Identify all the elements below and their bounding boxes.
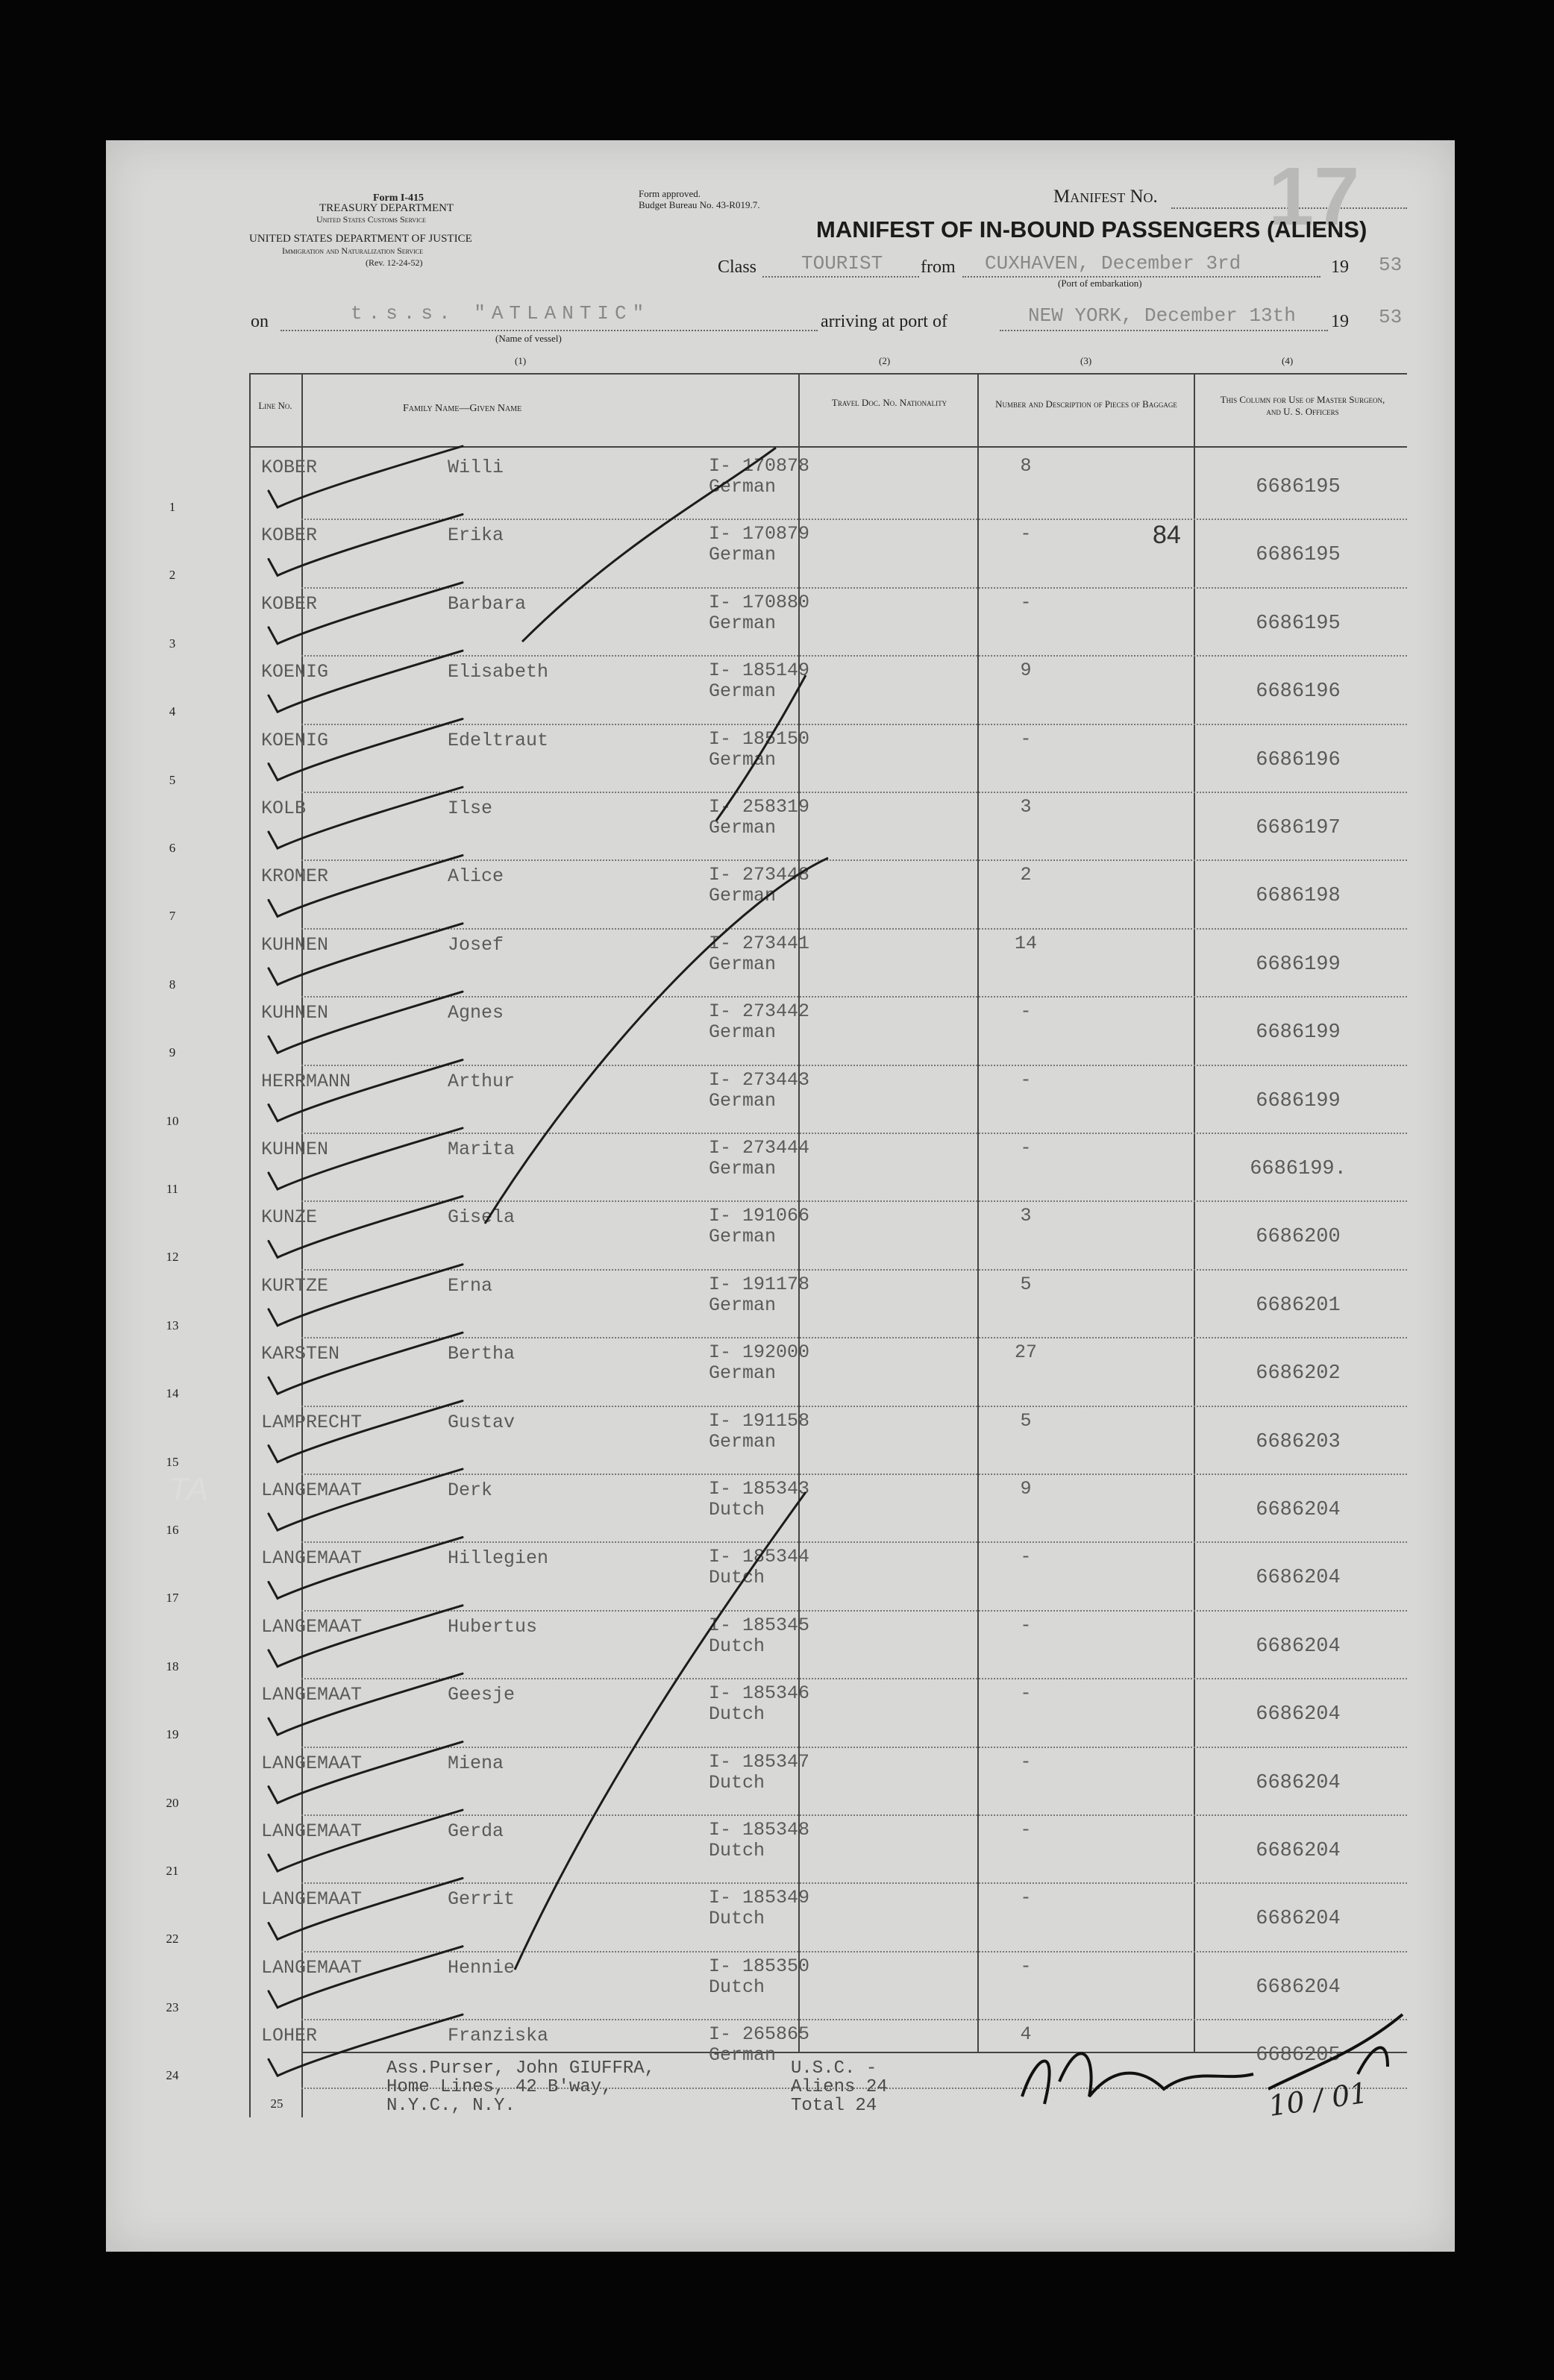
- officer-number: 6686204: [1256, 1703, 1341, 1726]
- family-name: KOLB: [261, 798, 307, 819]
- line-number: 7: [169, 909, 176, 924]
- officer-number: 6686204: [1256, 1771, 1341, 1794]
- travel-doc-number: I- 191178: [709, 1273, 810, 1295]
- baggage-count: 5: [1020, 1409, 1032, 1432]
- line-number: 19: [166, 1727, 179, 1742]
- baggage-total-note: 84: [1153, 521, 1181, 549]
- line-number: 5: [169, 772, 176, 787]
- baggage-count: -: [1020, 1068, 1032, 1091]
- travel-doc-number: I- 273442: [709, 1000, 810, 1023]
- checkmark: [269, 1947, 463, 2008]
- nationality: Dutch: [709, 1976, 765, 1998]
- nationality: German: [709, 2044, 777, 2067]
- col-num-2: (2): [879, 355, 891, 366]
- line-number: 3: [169, 636, 176, 651]
- line-number: 16: [166, 1523, 179, 1537]
- travel-doc-number: I- 185348: [709, 1819, 810, 1841]
- header-travel-doc: Travel Doc. No. Nationality: [831, 397, 947, 408]
- travel-doc-number: I- 273444: [709, 1137, 810, 1159]
- family-name: LANGEMAAT: [261, 1956, 363, 1979]
- travel-doc-number: I- 185350: [709, 1955, 810, 1977]
- checkmark: [269, 1878, 463, 1939]
- family-name: KROMER: [261, 865, 329, 888]
- customs-service: United States Customs Service: [316, 214, 426, 225]
- arriving-label: arriving at port of: [821, 312, 947, 331]
- checkmark: [269, 924, 463, 985]
- travel-doc-number: I- 273441: [709, 932, 810, 954]
- cancel-stroke: [515, 1492, 806, 1970]
- officer-number: 6686204: [1256, 1635, 1341, 1658]
- from-label: from: [921, 257, 956, 277]
- nationality: German: [709, 953, 777, 975]
- nationality: German: [709, 612, 777, 634]
- year-prefix: 19: [1331, 257, 1349, 277]
- line-number: 10: [166, 1113, 179, 1128]
- budget-bureau: Budget Bureau No. 43-R019.7.: [639, 199, 760, 210]
- checkmark: [269, 1537, 463, 1598]
- purser-line-3: N.Y.C., N.Y.: [386, 2096, 516, 2116]
- family-name: HERRMANN: [261, 1070, 351, 1092]
- checkmark: [269, 1469, 463, 1530]
- line-number-25: 25: [270, 2096, 283, 2111]
- given-name: Erika: [448, 524, 504, 547]
- family-name: KUHNEN: [261, 1002, 329, 1024]
- travel-doc-number: I- 185349: [709, 1887, 810, 1909]
- given-name: Marita: [448, 1139, 516, 1160]
- family-name: LANGEMAAT: [261, 1752, 363, 1774]
- line-number: 20: [166, 1795, 179, 1810]
- baggage-count: 4: [1020, 2023, 1032, 2046]
- given-name: Gerrit: [448, 1888, 516, 1911]
- baggage-count: -: [1020, 1682, 1032, 1705]
- nationality: Dutch: [709, 1908, 765, 1930]
- form-number: Form I-415: [373, 192, 424, 204]
- baggage-count: -: [1020, 523, 1032, 545]
- officer-number: 6686204: [1256, 1976, 1341, 1999]
- officer-number: 6686195: [1256, 544, 1341, 567]
- form-approved: Form approved.: [639, 188, 701, 199]
- cancel-stroke: [716, 675, 806, 821]
- line-number: 13: [166, 1318, 179, 1333]
- family-name: LOHER: [261, 2025, 318, 2047]
- baggage-count: 9: [1020, 1478, 1032, 1500]
- checkmark: [269, 1060, 463, 1121]
- baggage-count: -: [1020, 1955, 1032, 1977]
- stamp-date: 10 / 01: [1266, 2076, 1370, 2123]
- checkmark: [269, 787, 463, 848]
- family-name: LANGEMAAT: [261, 1820, 363, 1842]
- nationality: Dutch: [709, 1703, 765, 1726]
- travel-doc-number: I- 170879: [709, 523, 810, 545]
- given-name: Gustav: [448, 1411, 516, 1433]
- baggage-count: -: [1020, 1819, 1032, 1841]
- officer-number: 6686195: [1256, 476, 1341, 498]
- nationality: German: [709, 544, 777, 566]
- col-num-4: (4): [1282, 355, 1294, 366]
- given-name: Agnes: [448, 1002, 504, 1024]
- manifest-no-label: Manifest No.: [1053, 187, 1158, 207]
- page-title: MANIFEST OF IN-BOUND PASSENGERS (ALIENS): [816, 216, 1367, 242]
- given-name: Miena: [448, 1752, 504, 1774]
- officer-number: 6686200: [1256, 1226, 1341, 1249]
- line-number: 8: [169, 977, 176, 992]
- family-name: KURTZE: [261, 1274, 329, 1297]
- line-number: 17: [166, 1591, 179, 1606]
- purser-line-2: Home Lines, 42 B'way,: [386, 2077, 612, 2097]
- checkmark: [269, 583, 463, 644]
- checkmark: [269, 1265, 463, 1326]
- travel-doc-number: I- 170878: [709, 455, 810, 477]
- year2-prefix: 19: [1331, 312, 1349, 331]
- line-number: 9: [169, 1045, 176, 1060]
- baggage-count: 8: [1020, 455, 1032, 477]
- given-name: Erna: [448, 1274, 493, 1297]
- officer-number: 6686204: [1256, 1567, 1341, 1590]
- nationality: German: [709, 1362, 777, 1385]
- checkmark: [269, 1606, 463, 1667]
- justice-dept: UNITED STATES DEPARTMENT OF JUSTICE: [249, 233, 472, 245]
- nationality: Dutch: [709, 1840, 765, 1861]
- checkmark: [269, 1401, 463, 1462]
- from-value: CUXHAVEN, December 3rd: [985, 252, 1241, 275]
- margin-note-ta: TA: [169, 1471, 208, 1508]
- header-name: Family Name—Given Name: [403, 403, 522, 414]
- vessel-label: (Name of vessel): [495, 333, 562, 344]
- checkmark: [269, 514, 463, 575]
- baggage-count: -: [1020, 1887, 1032, 1909]
- cancel-stroke: [522, 448, 776, 642]
- baggage-count: 3: [1020, 796, 1032, 818]
- officer-number: 6686197: [1256, 817, 1341, 839]
- family-name: LANGEMAAT: [261, 1888, 363, 1911]
- travel-doc-number: I- 170880: [709, 591, 810, 613]
- checkmark: [269, 1742, 463, 1803]
- officer-number: 6686201: [1256, 1294, 1341, 1317]
- year2-value: 53: [1379, 306, 1403, 328]
- given-name: Derk: [448, 1479, 493, 1501]
- family-name: LANGEMAAT: [261, 1615, 363, 1638]
- nationality: Dutch: [709, 1499, 765, 1521]
- baggage-count: 27: [1014, 1341, 1037, 1364]
- officer-number: 6686199: [1256, 1089, 1341, 1112]
- given-name: Josef: [448, 933, 504, 956]
- line-number: 6: [169, 841, 176, 855]
- officer-number: 6686199.: [1250, 1158, 1347, 1180]
- family-name: LANGEMAAT: [261, 1684, 363, 1706]
- travel-doc-number: I- 185150: [709, 727, 810, 750]
- checkmark: [269, 2014, 463, 2076]
- nationality: Dutch: [709, 1635, 765, 1657]
- officer-number: 6686202: [1256, 1362, 1341, 1385]
- nationality: German: [709, 1226, 777, 1248]
- purser-line-1: Ass.Purser, John GIUFFRA,: [386, 2058, 656, 2079]
- officer-number: 6686204: [1256, 1499, 1341, 1521]
- family-name: KOENIG: [261, 729, 329, 751]
- given-name: Edeltraut: [448, 729, 549, 751]
- checkmark: [269, 1333, 463, 1394]
- officer-number: 6686199: [1256, 953, 1341, 976]
- family-name: KOENIG: [261, 661, 329, 683]
- checkmark: [269, 855, 463, 916]
- nationality: Dutch: [709, 1771, 765, 1794]
- officer-number: 6686199: [1256, 1021, 1341, 1045]
- travel-doc-number: I- 185346: [709, 1682, 810, 1705]
- travel-doc-number: I- 258319: [709, 796, 810, 818]
- baggage-count: 2: [1020, 864, 1032, 886]
- given-name: Elisabeth: [448, 661, 549, 683]
- col-num-3: (3): [1080, 355, 1092, 366]
- nationality: German: [709, 1294, 777, 1316]
- given-name: Willi: [448, 457, 504, 478]
- nationality: German: [709, 1021, 777, 1044]
- header-baggage: Number and Description of Pieces of Baggage: [995, 398, 1177, 410]
- family-name: LANGEMAAT: [261, 1547, 363, 1570]
- travel-doc-number: I- 185347: [709, 1750, 810, 1773]
- manifest-stamp: 17: [1268, 151, 1360, 242]
- family-name: KOBER: [261, 524, 318, 547]
- given-name: Franziska: [448, 2025, 549, 2047]
- officer-number: 6686204: [1256, 1908, 1341, 1931]
- given-name: Hubertus: [448, 1615, 538, 1638]
- nationality: German: [709, 817, 777, 839]
- baggage-count: -: [1020, 1000, 1032, 1023]
- baggage-count: 5: [1020, 1273, 1032, 1295]
- family-name: KARSTEN: [261, 1343, 340, 1365]
- travel-doc-number: I- 185149: [709, 660, 810, 682]
- travel-doc-number: I- 273443: [709, 1068, 810, 1091]
- given-name: Arthur: [448, 1070, 516, 1092]
- travel-doc-number: I- 185344: [709, 1546, 810, 1568]
- nationality: German: [709, 680, 777, 703]
- travel-doc-number: I- 185345: [709, 1614, 810, 1636]
- baggage-count: -: [1020, 727, 1032, 750]
- baggage-count: -: [1020, 1614, 1032, 1636]
- baggage-count: 9: [1020, 660, 1032, 682]
- line-number: 12: [166, 1250, 179, 1265]
- given-name: Alice: [448, 865, 504, 888]
- nationality: German: [709, 748, 777, 771]
- totals-total: Total 24: [791, 2096, 877, 2116]
- officer-number: 6686204: [1256, 1840, 1341, 1862]
- ins-service: Immigration and Naturalization Service: [282, 245, 424, 256]
- travel-doc-number: I- 191066: [709, 1205, 810, 1227]
- nationality: German: [709, 885, 777, 907]
- line-number: 11: [166, 1182, 179, 1196]
- line-number: 2: [169, 568, 176, 583]
- class-label: Class: [718, 257, 757, 277]
- baggage-count: -: [1020, 591, 1032, 613]
- nationality: German: [709, 1430, 777, 1453]
- given-name: Geesje: [448, 1684, 516, 1706]
- travel-doc-number: I- 265865: [709, 2023, 810, 2046]
- signature: [1022, 2014, 1403, 2104]
- family-name: LAMPRECHT: [261, 1411, 363, 1433]
- line-number: 18: [166, 1659, 179, 1673]
- travel-doc-number: I- 192000: [709, 1341, 810, 1364]
- given-name: Bertha: [448, 1343, 516, 1365]
- totals-aliens: Aliens 24: [791, 2077, 888, 2097]
- line-number: 24: [166, 2068, 179, 2083]
- travel-doc-number: I- 273448: [709, 864, 810, 886]
- family-name: KOBER: [261, 592, 318, 615]
- officer-number: 6686195: [1256, 612, 1341, 635]
- given-name: Hillegien: [448, 1547, 549, 1570]
- given-name: Gisela: [448, 1206, 516, 1229]
- family-name: KUHNEN: [261, 933, 329, 956]
- baggage-count: -: [1020, 1546, 1032, 1568]
- vessel-value: t.s.s. "ATLANTIC": [351, 302, 651, 325]
- baggage-count: 3: [1020, 1205, 1032, 1227]
- class-value: TOURIST: [801, 252, 883, 275]
- header-officers: This Column for Use of Master Surgeon, and U. S. Officers: [1220, 394, 1385, 417]
- line-number: 21: [166, 1864, 179, 1878]
- nationality: German: [709, 476, 777, 498]
- port-embark-label: (Port of embarkation): [1058, 278, 1142, 289]
- nationality: Dutch: [709, 1567, 765, 1589]
- checkmark: [269, 1810, 463, 1871]
- line-number: 15: [166, 1454, 179, 1469]
- officer-number: 6686205: [1256, 2044, 1341, 2067]
- line-number: 14: [166, 1386, 179, 1401]
- travel-doc-number: I- 191158: [709, 1409, 810, 1432]
- checkmark: [269, 719, 463, 780]
- col-num-1: (1): [515, 355, 527, 366]
- line-number: 1: [169, 500, 176, 514]
- family-name: KOBER: [261, 457, 318, 478]
- travel-doc-number: I- 185343: [709, 1478, 810, 1500]
- checkmark: [269, 1673, 463, 1735]
- baggage-count: -: [1020, 1750, 1032, 1773]
- family-name: LANGEMAAT: [261, 1479, 363, 1501]
- line-number: 4: [169, 704, 176, 719]
- officer-number: 6686198: [1256, 885, 1341, 908]
- officer-number: 6686196: [1256, 748, 1341, 771]
- cancel-stroke: [485, 858, 828, 1224]
- totals-usc: U.S.C. -: [791, 2058, 877, 2079]
- family-name: KUNZE: [261, 1206, 318, 1229]
- officer-number: 6686196: [1256, 680, 1341, 704]
- line-number: 22: [166, 1932, 179, 1947]
- given-name: Gerda: [448, 1820, 504, 1842]
- family-name: KUHNEN: [261, 1139, 329, 1160]
- revision-date: (Rev. 12-24-52): [366, 257, 423, 268]
- officer-number: 6686203: [1256, 1430, 1341, 1453]
- checkmark: [269, 992, 463, 1053]
- checkmark: [269, 1196, 463, 1257]
- nationality: German: [709, 1158, 777, 1180]
- header-line-no: Line No.: [258, 400, 292, 411]
- nationality: German: [709, 1089, 777, 1112]
- given-name: Ilse: [448, 798, 493, 819]
- given-name: Hennie: [448, 1956, 516, 1979]
- checkmark: [269, 1128, 463, 1189]
- given-name: Barbara: [448, 592, 527, 615]
- year-value: 53: [1379, 254, 1403, 276]
- arriving-value: NEW YORK, December 13th: [1028, 304, 1296, 327]
- checkmark: [269, 446, 463, 507]
- treasury-dept: TREASURY DEPARTMENT: [319, 202, 454, 214]
- baggage-count: -: [1020, 1137, 1032, 1159]
- checkmark: [269, 651, 463, 712]
- on-label: on: [251, 312, 269, 331]
- line-number: 23: [166, 1999, 179, 2014]
- baggage-count: 14: [1014, 932, 1037, 954]
